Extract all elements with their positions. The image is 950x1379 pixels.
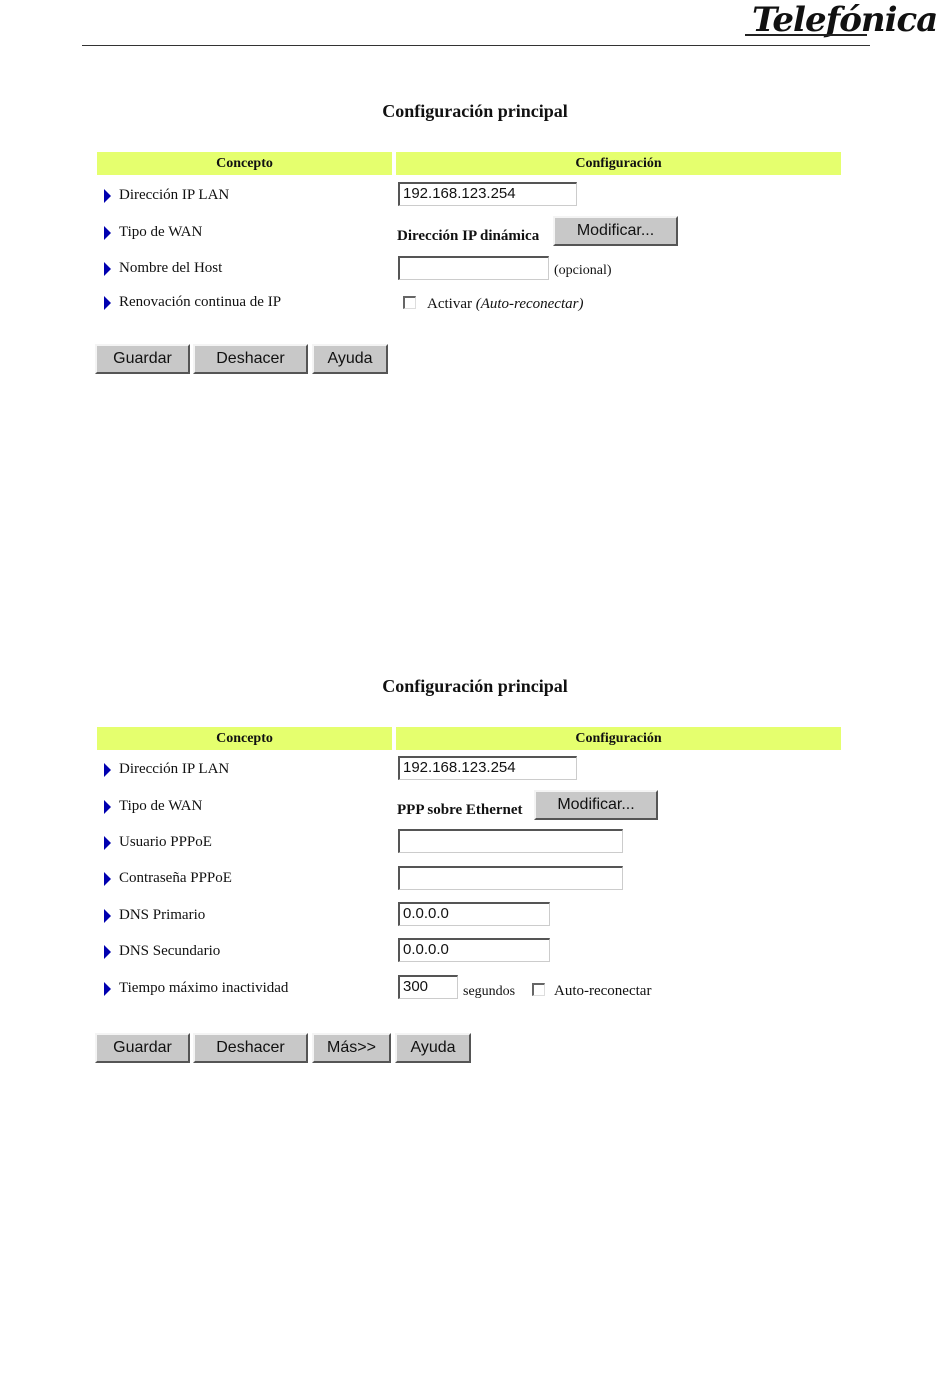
- arrow-right-icon: [104, 262, 111, 276]
- row-label-ip-renewal: [104, 294, 281, 311]
- ip-renewal-checkbox[interactable]: [403, 296, 416, 309]
- undo-button[interactable]: Deshacer: [193, 344, 308, 374]
- auto-reconnect-label: Auto-reconectar: [554, 983, 652, 999]
- row-label-wan-type: [104, 224, 202, 241]
- modify-wan-button[interactable]: Modificar...: [553, 216, 678, 246]
- lan-ip-input[interactable]: 192.168.123.254: [398, 756, 577, 780]
- row-label-wan-type: [104, 798, 202, 815]
- column-header-concept: Concepto: [97, 727, 392, 750]
- pppoe-user-input[interactable]: [398, 829, 623, 853]
- arrow-right-icon: [104, 226, 111, 240]
- row-label-lan-ip: [104, 761, 229, 778]
- row-label-host-name: [104, 260, 222, 277]
- wan-type-value: PPP sobre Ethernet: [397, 802, 523, 818]
- row-label-idle-time: [104, 980, 288, 997]
- more-button[interactable]: Más>>: [312, 1033, 391, 1063]
- column-header-concept: Concepto: [97, 152, 392, 175]
- arrow-right-icon: [104, 982, 111, 996]
- row-label-lan-ip: [104, 187, 229, 204]
- arrow-right-icon: [104, 189, 111, 203]
- label-text: DNS Secundario: [119, 943, 221, 959]
- optional-hint: (opcional): [554, 263, 612, 278]
- label-text: Tiempo máximo inactividad: [119, 980, 289, 996]
- lan-ip-input[interactable]: 192.168.123.254: [398, 182, 577, 206]
- label-text: Tipo de WAN: [119, 224, 203, 240]
- column-header-config: Configuración: [396, 727, 841, 750]
- wan-type-value: Dirección IP dinámica: [397, 228, 540, 244]
- label-text: Contraseña PPPoE: [119, 870, 232, 886]
- auto-reconnect-checkbox[interactable]: [532, 983, 545, 996]
- arrow-right-icon: [104, 763, 111, 777]
- arrow-right-icon: [104, 836, 111, 850]
- dns-primary-input[interactable]: 0.0.0.0: [398, 902, 550, 926]
- row-label-pppoe-user: [104, 834, 212, 851]
- telefonica-logo: Telefónica: [752, 0, 938, 40]
- pppoe-password-input[interactable]: [398, 866, 623, 890]
- arrow-right-icon: [104, 872, 111, 886]
- save-button[interactable]: Guardar: [95, 344, 190, 374]
- column-header-config: Configuración: [396, 152, 841, 175]
- label-text: Usuario PPPoE: [119, 834, 212, 850]
- arrow-right-icon: [104, 945, 111, 959]
- undo-button[interactable]: Deshacer: [193, 1033, 308, 1063]
- checkbox-hint-text: (Auto-reconectar): [475, 296, 584, 312]
- arrow-right-icon: [104, 909, 111, 923]
- arrow-right-icon: [104, 800, 111, 814]
- checkbox-label-text: Activar: [427, 296, 472, 312]
- row-label-dns-primary: [104, 907, 205, 924]
- logo-underline: [745, 34, 867, 36]
- page-title: Configuración principal: [382, 676, 568, 696]
- label-text: Renovación continua de IP: [119, 294, 282, 310]
- save-button[interactable]: Guardar: [95, 1033, 190, 1063]
- host-name-input[interactable]: [398, 256, 549, 280]
- idle-time-unit: segundos: [463, 984, 516, 999]
- help-button[interactable]: Ayuda: [395, 1033, 471, 1063]
- row-label-dns-secondary: [104, 943, 220, 960]
- label-text: Dirección IP LAN: [119, 187, 230, 203]
- arrow-right-icon: [104, 296, 111, 310]
- label-text: Nombre del Host: [119, 260, 223, 276]
- modify-wan-button[interactable]: Modificar...: [534, 790, 658, 820]
- label-text: Tipo de WAN: [119, 798, 203, 814]
- header-divider: [82, 45, 870, 46]
- idle-time-input[interactable]: 300: [398, 975, 458, 999]
- page-title: Configuración principal: [382, 101, 568, 121]
- help-button[interactable]: Ayuda: [312, 344, 388, 374]
- ip-renewal-checkbox-label: [427, 296, 583, 313]
- label-text: Dirección IP LAN: [119, 761, 230, 777]
- row-label-pppoe-password: [104, 870, 232, 887]
- dns-secondary-input[interactable]: 0.0.0.0: [398, 938, 550, 962]
- label-text: DNS Primario: [119, 907, 206, 923]
